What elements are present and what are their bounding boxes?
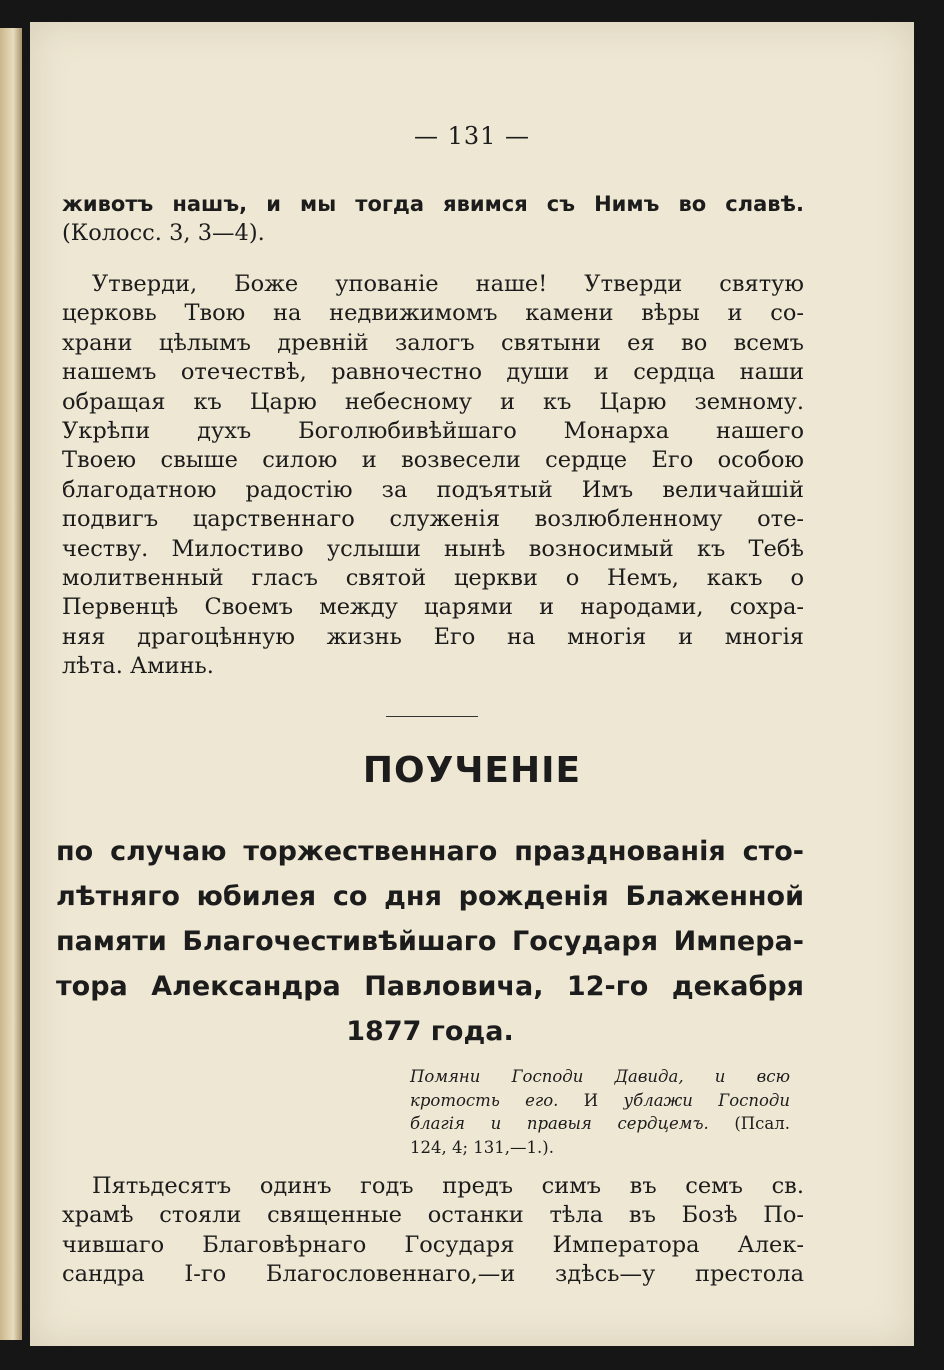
prayer-line: церковь Твою на недвижимомъ камени вѣры и со- [62,300,804,327]
prayer-line: честву. Милостиво услыши нынѣ возносимый къ Тебѣ [62,535,804,562]
sermon-line: чившаго Благовѣрнаго Государя Императора Алек- [62,1231,804,1258]
prayer-line: нашемъ отечествѣ, равночестно души и сердца наши [62,359,804,386]
prayer-line: лѣта. Аминь. [62,653,214,680]
book-page [30,22,914,1346]
prayer-paragraph [62,270,804,682]
sermon-line: храмѣ стояли священные останки тѣла въ Бозѣ По- [62,1202,804,1229]
subheading-line: по случаю торжественнаго празднованія сто- [56,836,804,867]
top-paragraph-line-1: животъ нашъ, и мы тогда явимся съ Нимъ во славѣ. [62,192,804,216]
prayer-line: Первенцѣ Своемъ между царями и народами, сохра- [62,594,804,621]
top-paragraph-line-2: (Колосс. 3, 3—4). [62,220,265,247]
prayer-line: храни цѣлымъ древній залогъ святыни ея во всемъ [62,329,804,356]
prayer-line: подвигъ царственнаго служенія возлюбленному оте- [62,506,804,533]
top-paragraph [62,190,804,249]
epigraph-text: кротость его. [410,1090,559,1110]
epigraph-citation: 124, 4; 131,—1.). [410,1137,554,1157]
epigraph-line-1 [410,1065,790,1089]
subheading-line: тора Александра Павловича, 12-го декабря [56,971,804,1002]
epigraph-line-3 [410,1112,790,1136]
section-divider [386,716,478,717]
subheading-line: 1877 года. [346,1016,514,1047]
sermon-paragraph [62,1172,804,1290]
prayer-line: благодатною радостію за подъятый Имъ величайшій [62,476,804,503]
epigraph [410,1065,790,1159]
subheading-line: лѣтняго юбилея со дня рожденія Блаженной [56,881,804,912]
epigraph-text: ублажи Господи [623,1090,791,1110]
epigraph-text: Помяни Господи Давида, и всю [410,1067,790,1086]
epigraph-line-2 [410,1089,790,1113]
prayer-line: молитвенный гласъ святой церкви о Немъ, какъ о [62,565,804,592]
page-number: — 131 — [413,122,531,150]
prayer-line: няя драгоцѣнную жизнь Его на многія и многія [62,623,804,650]
sermon-heading: ПОУЧЕНІЕ [362,750,582,791]
epigraph-text: И [583,1090,599,1110]
sermon-line: Пятьдесятъ одинъ годъ предъ симъ въ семъ св. [92,1173,804,1199]
prayer-line: Укрѣпи духъ Боголюбивѣйшаго Монарха нашего [62,418,804,445]
prayer-line: Твоею свыше силою и возвесели сердце Его особою [62,447,804,474]
epigraph-text: (Псал. [734,1114,790,1133]
epigraph-text: благія и правыя сердцемъ. [410,1114,709,1133]
sermon-subheading [56,829,804,1054]
prayer-line: Утверди, Боже упованіе наше! Утверди святую [92,271,804,297]
previous-page-edge [0,28,22,1340]
subheading-line: памяти Благочестивѣйшаго Государя Импера- [56,926,804,957]
prayer-line: обращая къ Царю небесному и къ Царю земному. [62,388,804,415]
sermon-line: сандра I-го Благословеннаго,—и здѣсь—у престола [62,1261,804,1288]
